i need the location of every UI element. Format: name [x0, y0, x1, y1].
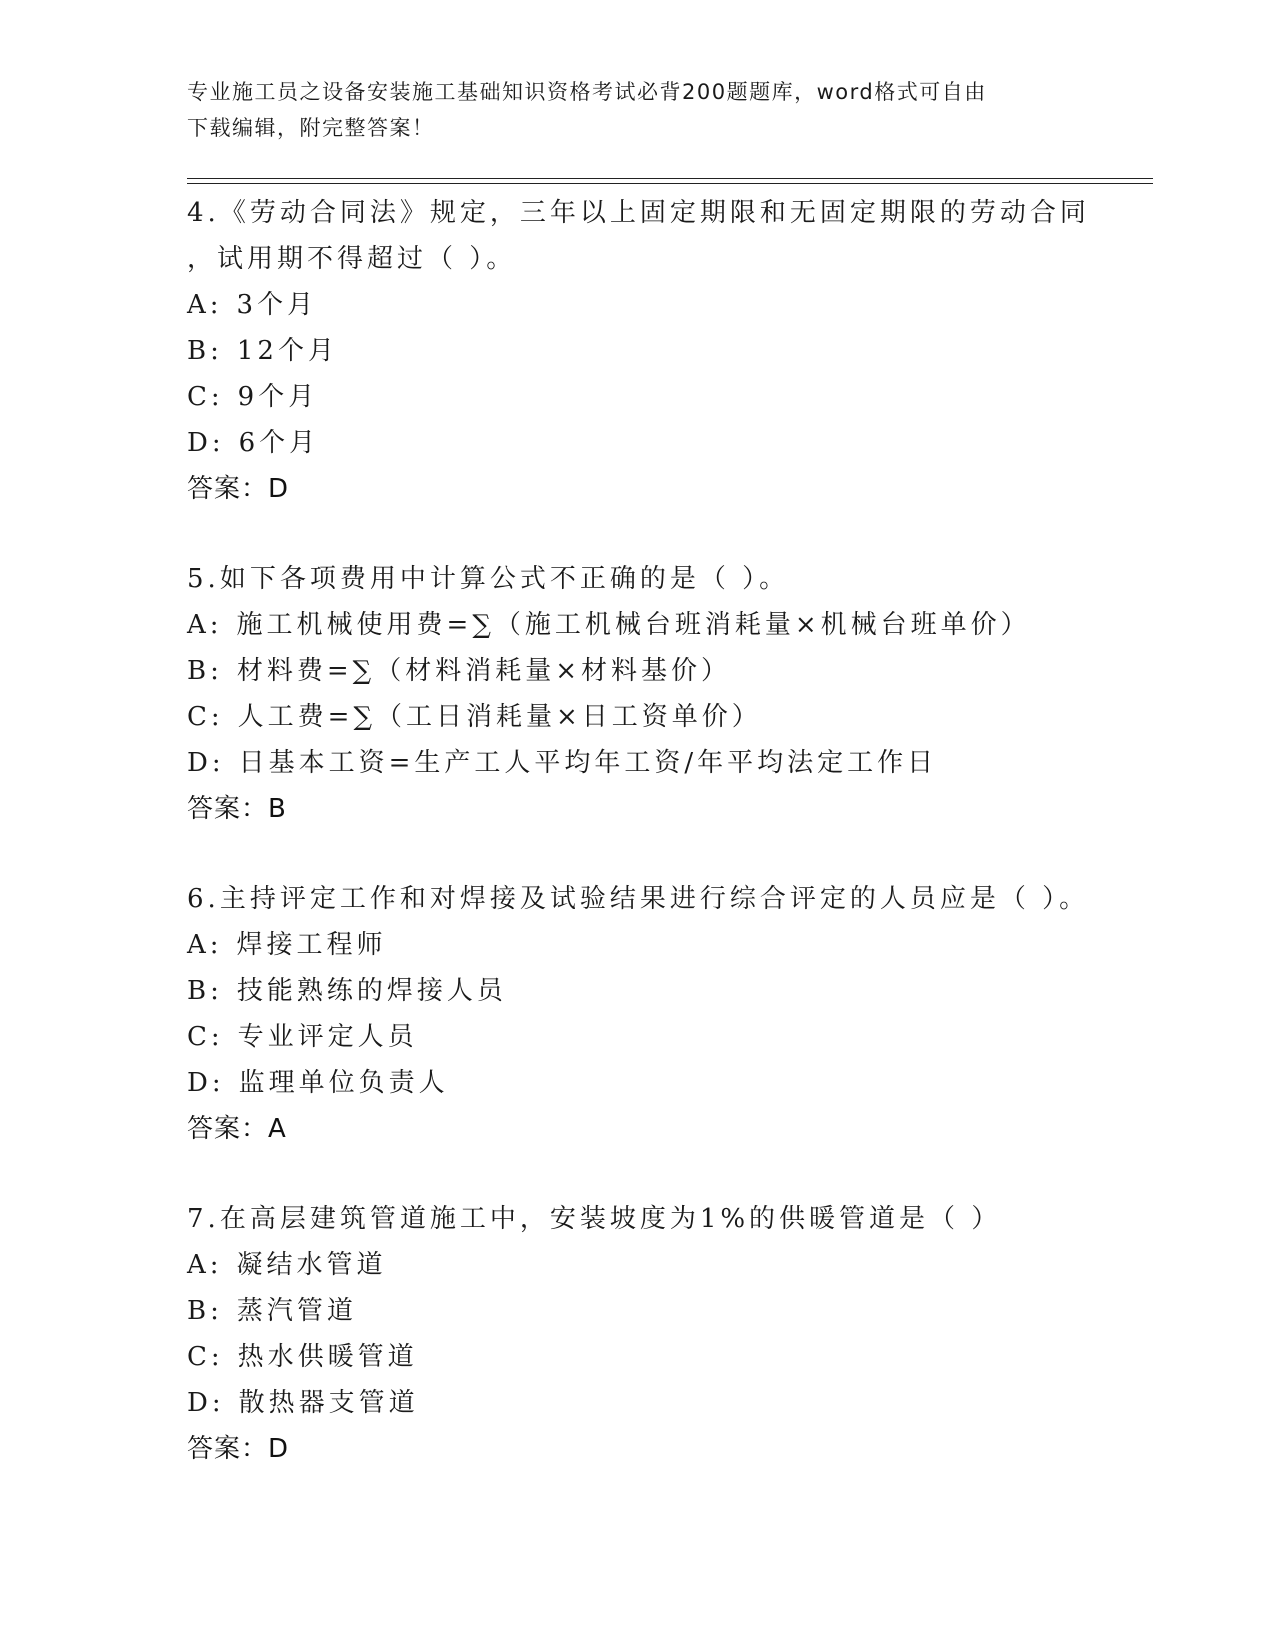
option-c — [187, 1334, 1147, 1380]
question-number: 4 . — [187, 198, 220, 228]
option-key: C : — [187, 1022, 224, 1052]
option-a — [187, 282, 1147, 328]
answer-line: 答案：B — [187, 794, 287, 824]
option-d — [187, 740, 1147, 786]
option-key: D : — [187, 748, 225, 778]
option-c — [187, 694, 1147, 740]
option-key: C : — [187, 1342, 224, 1372]
option-text: 蒸汽管道 — [236, 1296, 357, 1326]
option-text: 散热器支管道 — [238, 1388, 419, 1418]
option-text: 日基本工资=生产工人平均年工资/年平均法定工作日 — [238, 748, 938, 778]
question-list — [187, 190, 1147, 1516]
header-line-2: 下载编辑，附完整答案！ — [187, 116, 435, 140]
option-text: 人工费=∑（工日消耗量×日工资单价） — [237, 702, 762, 732]
document-header — [187, 74, 1067, 146]
question-text — [187, 556, 1147, 602]
header-divider-bottom — [187, 183, 1153, 184]
option-text: 材料费=∑（材料消耗量×材料基价） — [236, 656, 732, 686]
option-key: A : — [187, 610, 223, 640]
option-b — [187, 328, 1147, 374]
option-key: D : — [187, 428, 225, 458]
question-text-line-2: ，试用期不得超过（ ）。 — [187, 244, 517, 274]
option-text: 专业评定人员 — [237, 1022, 418, 1052]
option-b — [187, 968, 1147, 1014]
option-d — [187, 420, 1147, 466]
option-text: 技能熟练的焊接人员 — [236, 976, 507, 1006]
option-c — [187, 374, 1147, 420]
question-item — [187, 1196, 1147, 1472]
option-key: A : — [187, 930, 223, 960]
option-text: 施工机械使用费=∑（施工机械台班消耗量×机械台班单价） — [236, 610, 1031, 640]
option-text: 12个月 — [236, 336, 338, 366]
header-divider-top — [187, 178, 1153, 179]
question-text-line-1: 《劳动合同法》规定，三年以上固定期限和无固定期限的劳动合同 — [219, 198, 1090, 228]
option-key: D : — [187, 1068, 225, 1098]
option-text: 监理单位负责人 — [238, 1068, 449, 1098]
question-item — [187, 190, 1147, 512]
question-item — [187, 556, 1147, 832]
answer-line: 答案：D — [187, 1434, 290, 1464]
header-line-1: 专业施工员之设备安装施工基础知识资格考试必背200题题库，word格式可自由 — [187, 80, 987, 104]
option-key: B : — [187, 1296, 223, 1326]
option-text: 3个月 — [236, 290, 318, 320]
option-text: 凝结水管道 — [236, 1250, 387, 1280]
answer-line: 答案：D — [187, 474, 290, 504]
option-key: B : — [187, 976, 223, 1006]
question-text — [187, 190, 1147, 236]
option-key: A : — [187, 1250, 223, 1280]
option-text: 6个月 — [238, 428, 320, 458]
option-key: C : — [187, 702, 224, 732]
option-key: B : — [187, 336, 223, 366]
option-text: 焊接工程师 — [236, 930, 387, 960]
option-a — [187, 1242, 1147, 1288]
option-d — [187, 1380, 1147, 1426]
option-text: 热水供暖管道 — [237, 1342, 418, 1372]
question-text — [187, 876, 1147, 922]
option-b — [187, 1288, 1147, 1334]
option-a — [187, 922, 1147, 968]
option-key: D : — [187, 1388, 225, 1418]
question-text-line-1: 在高层建筑管道施工中，安装坡度为1%的供暖管道是（ ） — [219, 1204, 1002, 1234]
question-number: 6 . — [187, 884, 220, 914]
option-key: C : — [187, 382, 224, 412]
option-a — [187, 602, 1147, 648]
question-text-line-1: 如下各项费用中计算公式不正确的是（ ）。 — [219, 564, 790, 594]
question-text-line-1: 主持评定工作和对焊接及试验结果进行综合评定的人员应是（ ）。 — [219, 884, 1090, 914]
option-key: B : — [187, 656, 223, 686]
option-key: A : — [187, 290, 223, 320]
option-d — [187, 1060, 1147, 1106]
question-text — [187, 1196, 1147, 1242]
option-b — [187, 648, 1147, 694]
answer-line: 答案：A — [187, 1114, 287, 1144]
option-text: 9个月 — [237, 382, 319, 412]
question-number: 7 . — [187, 1204, 220, 1234]
question-item — [187, 876, 1147, 1152]
option-c — [187, 1014, 1147, 1060]
question-number: 5 . — [187, 564, 220, 594]
